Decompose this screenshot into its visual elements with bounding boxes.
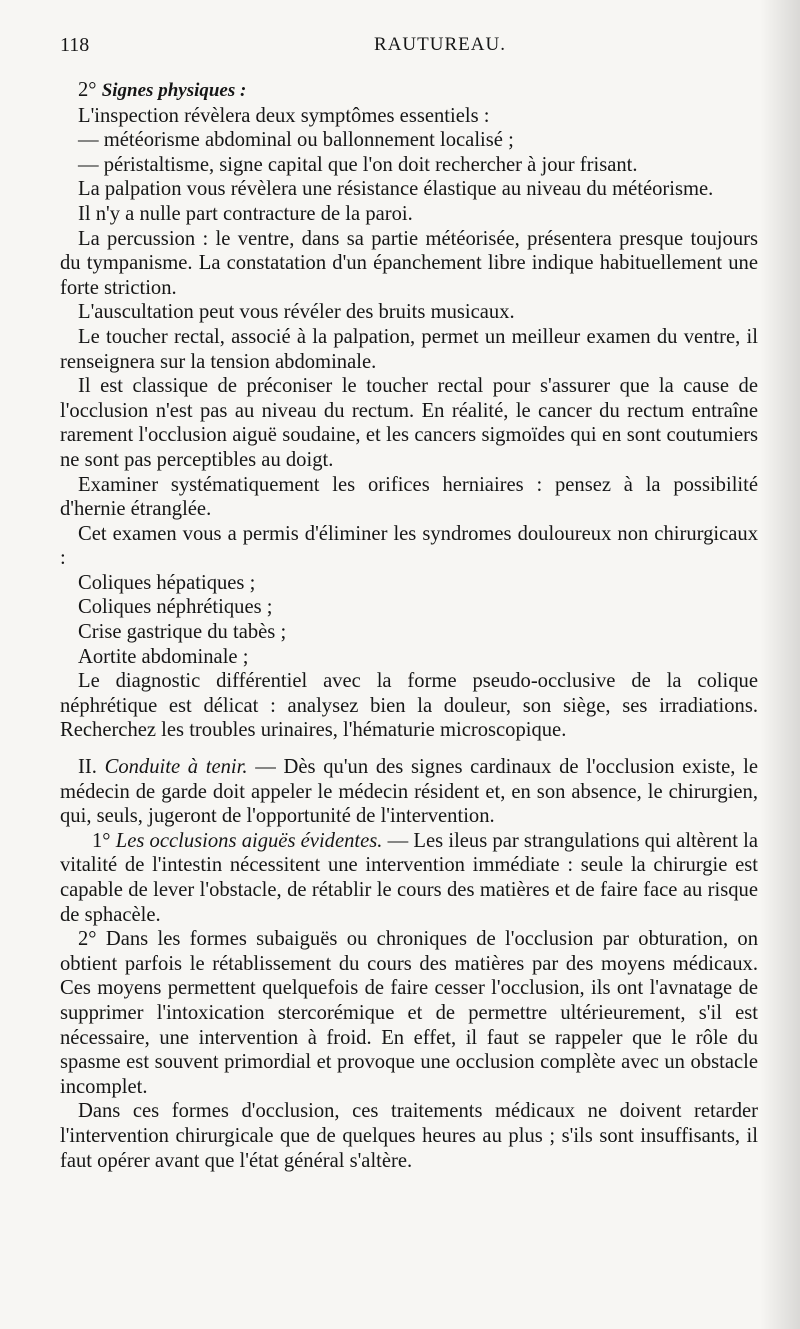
paragraph: Il n'y a nulle part contracture de la paroi. [78,202,413,225]
paragraph: Le toucher rectal, associé à la palpation, permet un meilleur examen du ventre, il renseignera sur la tension abdominale. [60,325,758,373]
sub-heading [60,78,758,104]
paragraph: La percussion : le ventre, dans sa partie météorisée, présentera presque toujours du tympanisme. La constatation d'un épanchement libre indique habituellement une forte striction. [60,227,758,299]
paragraph: Il est classique de préconiser le toucher rectal pour s'assurer que la cause de l'occlusion n'est pas au niveau du rectum. En réalité, le cancer du rectum entraîne rarement l'occlusion aiguë soudaine, et les cancers sigmoïdes qui en sont coutumiers ne sont pas perceptibles au doigt. [60,375,758,471]
section-title: Conduite à tenir. [104,756,248,779]
paragraph: 2° Dans les formes subaiguës ou chroniques de l'occlusion par obturation, on obtient parfois le rétablissement du cours des matières par des moyens médicaux. Ces moyens permettent quelquefois de faire cesser l'occlusion, ils ont l'avnatage de supprimer l'intoxication stercorémique et de permettre ultérieurement, s'il est nécessaire, une intervention à froid. En effet, il faut se rappeler que le rôle du spasme est souvent primordial et provoque une occlusion complète avec un obstacle incomplet. [60,928,758,1098]
paragraph [60,829,758,927]
page-header [60,34,760,64]
sub-heading-title: Signes physiques : [101,80,247,101]
paragraph: — météorisme abdominal ou ballonnement localisé ; [78,129,514,152]
paragraph: Examiner systématiquement les orifices herniaires : pensez à la possibilité d'hernie étranglée. [60,473,758,521]
list-item: Crise gastrique du tabès ; [78,621,287,644]
paragraph: Cet examen vous a permis d'éliminer les syndromes douloureux non chirurgicaux : [60,522,758,570]
running-title: RAUTUREAU. [374,34,506,55]
list-item: Aortite abdominale ; [78,645,249,668]
section-text: — Dès qu'un des signes cardinaux de l'occlusion existe, le médecin de garde doit appeler le médecin résident et, en son absence, le chirurgien, qui, seuls, jugeront de l'opportunité de l'intervention. [60,756,758,828]
page-number: 118 [60,34,90,56]
paragraph: L'auscultation peut vous révéler des bruits musicaux. [78,301,515,324]
list-item: Coliques hépatiques ; [78,571,256,594]
item-text: — Les ileus par strangulations qui altèrent la vitalité de l'intestin nécessitent une intervention immédiate : seule la chirurgie est capable de lever l'obstacle, de rétablir le cours des matières et de faire face au risque de sphacèle. [60,829,758,926]
paragraph: — péristaltisme, signe capital que l'on doit rechercher à jour frisant. [78,153,638,176]
paragraph: La palpation vous révèlera une résistance élastique au niveau du météorisme. [78,178,714,201]
list-item: Coliques néphrétiques ; [78,596,273,619]
sub-heading-number: 2° [78,79,97,101]
paragraph: L'inspection révèlera deux symptômes essentiels : [78,104,490,127]
section-heading [60,755,758,829]
page-edge-shadow [760,0,800,1329]
item-number: 1° [92,829,111,852]
syndrome-list [60,571,758,669]
item-title: Les occlusions aiguës évidentes. [115,829,383,852]
page-body [60,78,758,1173]
section-number: II. [78,756,97,779]
paragraph: Dans ces formes d'occlusion, ces traitements médicaux ne doivent retarder l'intervention chirurgicale que de quelques heures au plus ; s'ils sont insuffisants, il faut opérer avant que l'état général s'altère. [60,1100,758,1172]
paragraph: Le diagnostic différentiel avec la forme pseudo-occlusive de la colique néphrétique est délicat : analysez bien la douleur, son siège, ses irradiations. Recherchez les troubles urinaires, l'hématurie microscopique. [60,670,758,742]
